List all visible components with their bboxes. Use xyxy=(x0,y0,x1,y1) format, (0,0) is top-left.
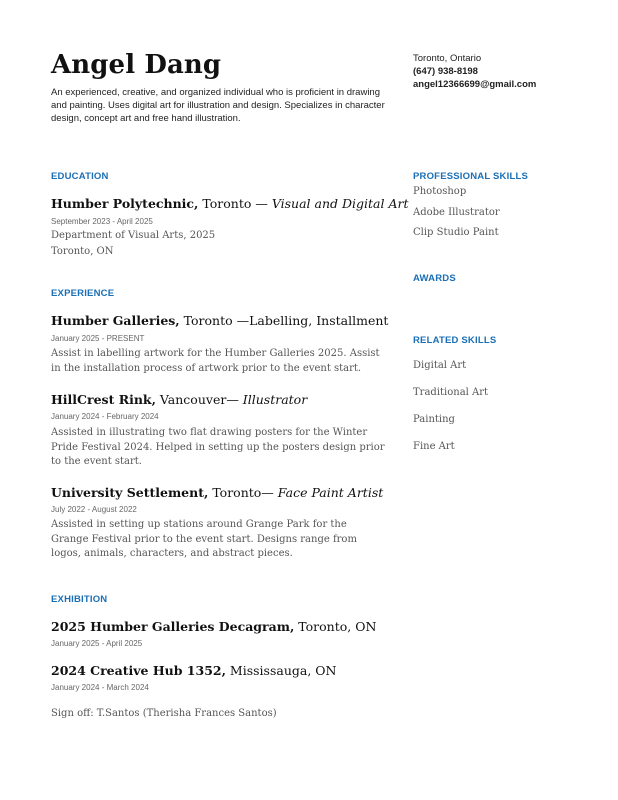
candidate-name: Angel Dang xyxy=(51,50,222,80)
awards-heading: AWARDS xyxy=(413,273,456,284)
phone-text: (647) 938-8198 xyxy=(413,66,478,77)
experience-dates: July 2022 - August 2022 xyxy=(51,505,137,514)
experience-org: HillCrest Rink, xyxy=(51,392,156,407)
related-skill-item: Digital Art xyxy=(413,360,467,371)
experience-city: Toronto —Labelling, Installment xyxy=(179,313,389,328)
skill-item: Photoshop xyxy=(413,186,467,197)
related-skill-item: Painting xyxy=(413,414,455,425)
location-text: Toronto, Ontario xyxy=(413,53,482,64)
exhibition-name: 2025 Humber Galleries Decagram, xyxy=(51,619,295,634)
experience-org: Humber Galleries, xyxy=(51,313,180,328)
education-city: Toronto — xyxy=(198,196,272,211)
experience-description: Assisted in setting up stations around Grange Park for the Grange Festival prior to the event start. Designs range from logos, animals, characters, and abstract pieces. xyxy=(51,519,357,559)
experience-description: Assisted in illustrating two flat drawing posters for the Winter Pride Festival 2024. Helped in setting up the posters design prior to the event start. xyxy=(51,427,385,467)
experience-city: Vancouver— xyxy=(155,392,243,407)
experience-org: University Settlement, xyxy=(51,485,209,500)
summary-text: An experienced, creative, and organized individual who is proficient in drawing and painting. Uses digital art for illustration and design. Specializes in character design, concept art and free hand illustration. xyxy=(51,87,385,124)
education-title xyxy=(51,196,409,212)
skill-item: Clip Studio Paint xyxy=(413,227,499,238)
exhibition-name: 2024 Creative Hub 1352, xyxy=(51,663,226,678)
skill-item: Adobe Illustrator xyxy=(413,207,500,218)
experience-title xyxy=(51,313,388,329)
education-department: Department of Visual Arts, 2025 xyxy=(51,230,216,241)
related-skill-item: Fine Art xyxy=(413,441,455,452)
experience-city: Toronto— xyxy=(208,485,278,500)
email-text: angel12366699@gmail.com xyxy=(413,79,537,90)
education-heading: EDUCATION xyxy=(51,171,109,182)
experience-title xyxy=(51,485,383,501)
education-dates: September 2023 - April 2025 xyxy=(51,217,153,226)
education-org: Humber Polytechnic, xyxy=(51,196,199,211)
experience-heading: EXPERIENCE xyxy=(51,288,115,299)
contact-block xyxy=(413,52,536,91)
experience-dates: January 2025 - PRESENT xyxy=(51,334,145,343)
experience-description: Assist in labelling artwork for the Humber Galleries 2025. Assist in the installation process of artwork prior to the event start. xyxy=(51,348,380,374)
signoff-text: Sign off: T.Santos (Therisha Frances Santos) xyxy=(51,708,277,719)
exhibition-dates: January 2025 - April 2025 xyxy=(51,639,143,648)
experience-title xyxy=(51,392,307,408)
exhibition-heading: EXHIBITION xyxy=(51,594,108,605)
education-location: Toronto, ON xyxy=(51,246,114,257)
experience-role: Illustrator xyxy=(242,392,308,407)
related-skill-item: Traditional Art xyxy=(413,387,489,398)
exhibition-title xyxy=(51,663,336,679)
exhibition-dates: January 2024 - March 2024 xyxy=(51,683,149,692)
experience-dates: January 2024 - February 2024 xyxy=(51,412,159,421)
related-skills-heading: RELATED SKILLS xyxy=(413,335,497,346)
exhibition-place: Mississauga, ON xyxy=(225,663,337,678)
exhibition-place: Toronto, ON xyxy=(294,619,377,634)
education-role: Visual and Digital Art xyxy=(271,196,409,211)
professional-skills-heading: PROFESSIONAL SKILLS xyxy=(413,171,528,182)
experience-role: Face Paint Artist xyxy=(277,485,384,500)
exhibition-title xyxy=(51,619,376,635)
